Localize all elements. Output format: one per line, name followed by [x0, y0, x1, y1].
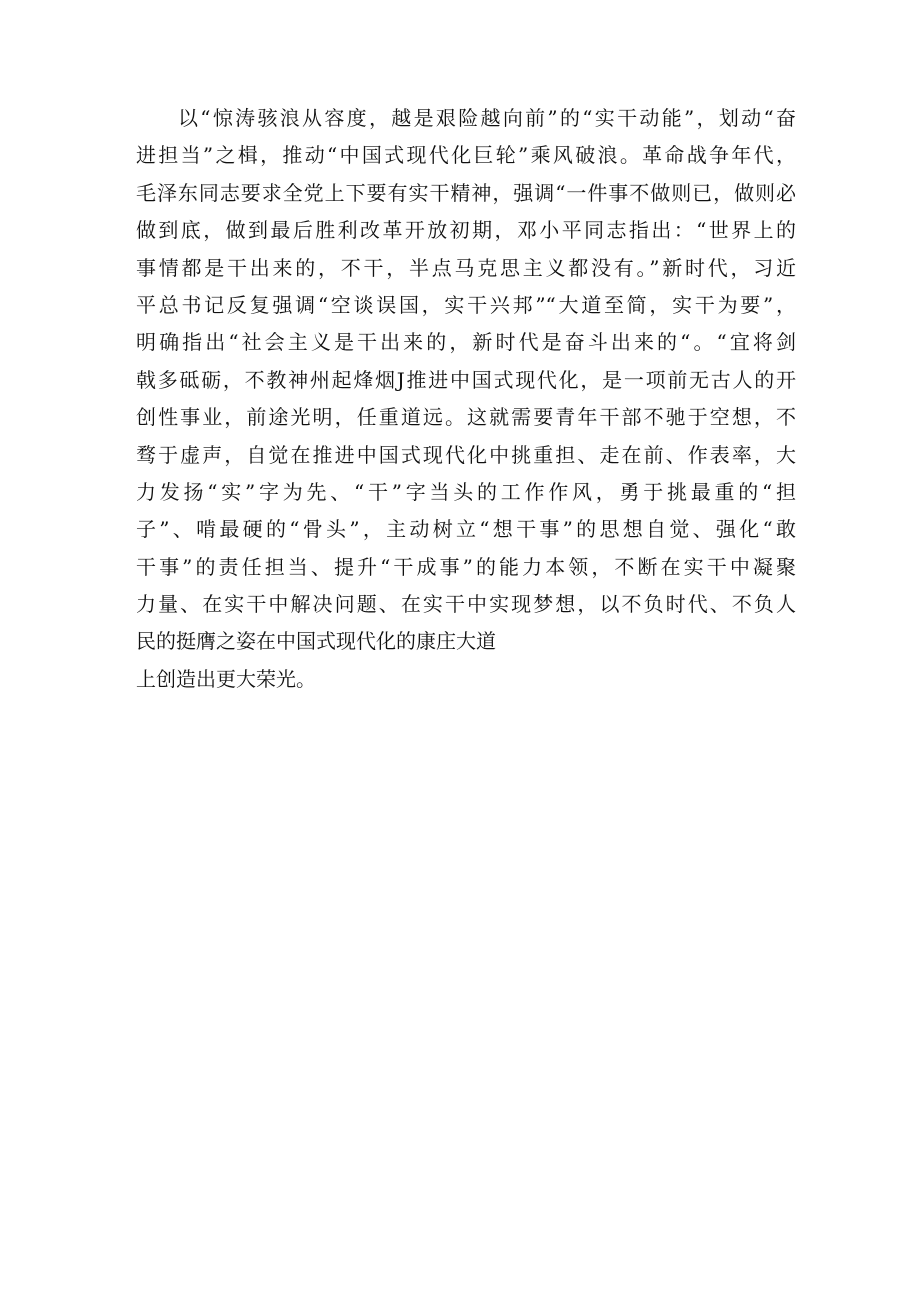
paragraph-line: 做到底，做到最后胜利改革开放初期，邓小平同志指出：“世界上的: [136, 218, 796, 243]
body-paragraph: [136, 100, 796, 698]
paragraph-line: 力量、在实干中解决问题、在实干中实现梦想，以不负时代、不负人: [136, 592, 796, 617]
paragraph-line: 创性事业，前途光明，任重道远。这就需要青年干部不驰于空想，不: [136, 405, 796, 430]
paragraph-line: 明确指出“社会主义是干出来的，新时代是奋斗出来的“。“宜将剑: [136, 330, 796, 355]
paragraph-line: 戟多砥砺，不教神州起烽烟J推进中国式现代化，是一项前无古人的开: [136, 367, 796, 392]
paragraph-line: 毛泽东同志要求全党上下要有实干精神，强调“一件事不做则已，做则必: [136, 180, 796, 205]
paragraph-line: 骛于虚声，自觉在推进中国式现代化中挑重担、走在前、作表率，大: [136, 442, 796, 467]
paragraph-line: 力发扬“实”字为先、“干”字当头的工作作风，勇于挑最重的“担: [136, 479, 796, 504]
paragraph-line: 上创造出更大荣光。: [136, 666, 316, 691]
paragraph-line: 事情都是干出来的，不干，半点马克思主义都没有。”新时代，习近: [136, 255, 796, 280]
paragraph-line: 干事”的责任担当、提升“干成事”的能力本领，不断在实干中凝聚: [136, 554, 796, 579]
paragraph-line: 民的挺膺之姿在中国式现代化的康庄大道: [136, 629, 496, 654]
paragraph-line: 进担当”之楫，推动“中国式现代化巨轮”乘风破浪。革命战争年代，: [136, 143, 796, 168]
paragraph-line: 以“惊涛骇浪从容度，越是艰险越向前”的“实干动能”，划动“奋: [178, 106, 796, 130]
paragraph-line: 子”、啃最硬的“骨头”，主动树立“想干事”的思想自觉、强化“敢: [136, 517, 796, 542]
paragraph-line: 平总书记反复强调“空谈误国，实干兴邦”“大道至简，实干为要”，: [136, 292, 796, 317]
